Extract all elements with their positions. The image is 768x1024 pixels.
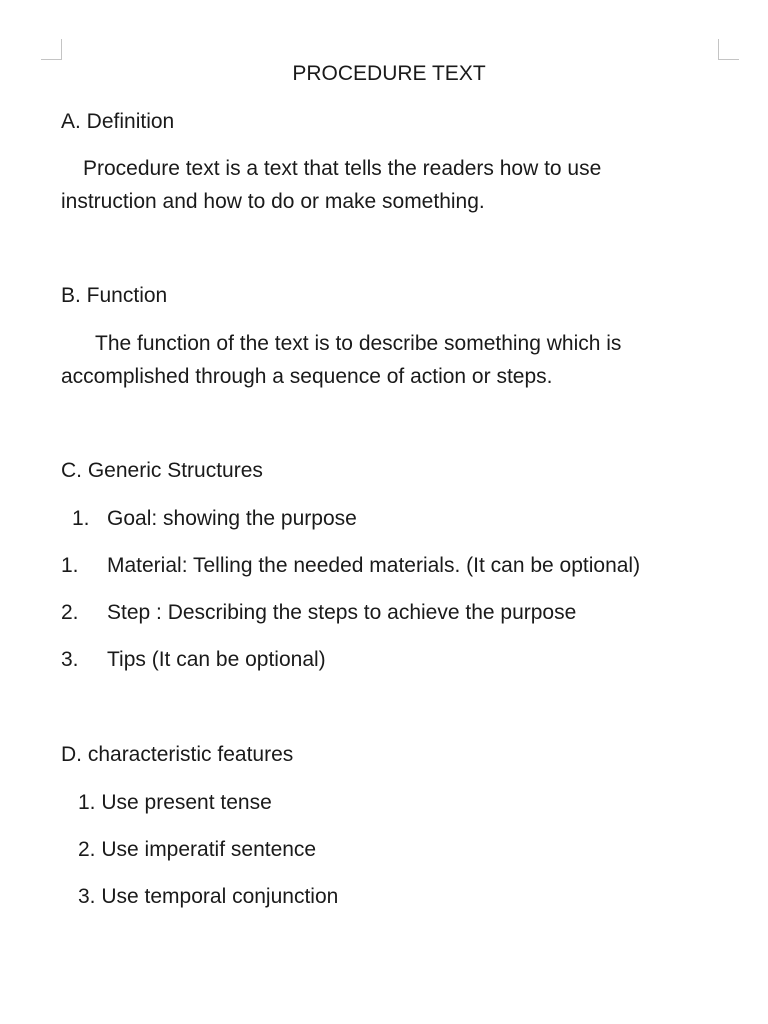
- feature-item: 1. Use present tense: [78, 791, 272, 814]
- definition-line-2: instruction and how to do or make something.: [61, 190, 485, 213]
- features-heading: D. characteristic features: [61, 743, 294, 766]
- function-heading: B. Function: [61, 284, 168, 307]
- structure-item-number: 3.: [61, 648, 79, 671]
- feature-item: 2. Use imperatif sentence: [78, 838, 317, 861]
- structure-item-text: Goal: showing the purpose: [107, 507, 357, 530]
- structure-item-number: 2.: [61, 601, 79, 624]
- structure-item-text: Tips (It can be optional): [107, 648, 326, 671]
- document-title: PROCEDURE TEXT: [292, 62, 486, 85]
- definition-heading: A. Definition: [61, 110, 175, 133]
- structure-item-text: Step : Describing the steps to achieve the purpose: [107, 601, 577, 624]
- function-line-1: The function of the text is to describe something which is: [95, 332, 622, 355]
- feature-item: 3. Use temporal conjunction: [78, 885, 339, 908]
- function-line-2: accomplished through a sequence of action or steps.: [61, 365, 553, 388]
- definition-line-1: Procedure text is a text that tells the readers how to use: [83, 157, 602, 180]
- structure-item-number: 1.: [72, 507, 90, 530]
- structure-item-number: 1.: [61, 554, 79, 577]
- generic-structures-heading: C. Generic Structures: [61, 459, 263, 482]
- structure-item-text: Material: Telling the needed materials. (It can be optional): [107, 554, 641, 577]
